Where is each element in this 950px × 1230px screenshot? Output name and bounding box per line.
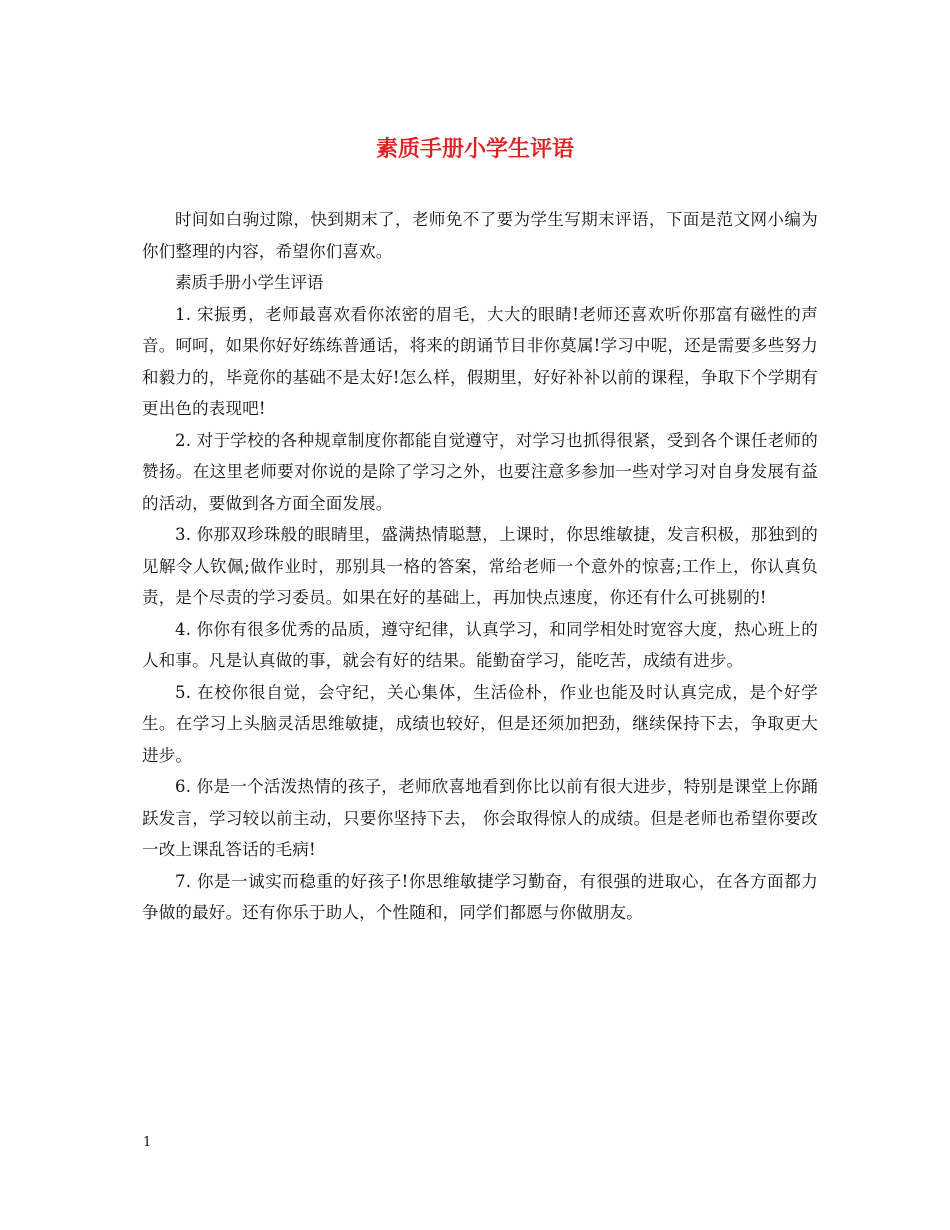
comment-item-7: 7. 你是一诚实而稳重的好孩子!你思维敏捷学习勤奋，有很强的进取心，在各方面都力争做的最好。还有你乐于助人，个性随和，同学们都愿与你做朋友。 [142,871,818,922]
comment-item-4: 4. 你你有很多优秀的品质，遵守纪律，认真学习，和同学相处时宽容大度，热心班上的人和事。凡是认真做的事，就会有好的结果。能勤奋学习，能吃苦，成绩有进步。 [142,619,818,670]
document-body [142,204,818,929]
comment-item-3: 3. 你那双珍珠般的眼睛里，盛满热情聪慧，上课时，你思维敏捷，发言积极，那独到的见解令人钦佩;做作业时，那别具一格的答案，常给老师一个意外的惊喜;工作上，你认真负责，是个尽责的学习委员。如果在好的基础上，再加快点速度，你还有什么可挑剔的! [142,525,818,607]
comment-item-2: 2. 对于学校的各种规章制度你都能自觉遵守，对学习也抓得很紧，受到各个课任老师的赞扬。在这里老师要对你说的是除了学习之外，也要注意多参加一些对学习对自身发展有益的活动，要做到各方面全面发展。 [142,430,818,513]
intro-paragraph: 时间如白驹过隙，快到期末了，老师免不了要为学生写期末评语，下面是范文网小编为你们整理的内容，希望你们喜欢。 [142,210,818,261]
comment-item-6: 6. 你是一个活泼热情的孩子，老师欣喜地看到你比以前有很大进步，特别是课堂上你踊跃发言，学习较以前主动，只要你坚持下去， 你会取得惊人的成绩。但是老师也希望你要改一改上课乱答话的毛病! [142,777,818,859]
comment-item-1: 1. 宋振勇，老师最喜欢看你浓密的眉毛，大大的眼睛!老师还喜欢听你那富有磁性的声音。呵呵，如果你好好练练普通话，将来的朗诵节目非你莫属!学习中呢，还是需要多些努力和毅力的，毕竟你的基础不是太好!怎么样，假期里，好好补补以前的课程，争取下个学期有更出色的表现吧! [142,304,818,418]
page-number: 1 [143,1135,152,1150]
section-subtitle: 素质手册小学生评语 [175,273,324,292]
document-title: 素质手册小学生评语 [375,136,574,162]
comment-item-5: 5. 在校你很自觉，会守纪，关心集体，生活俭朴，作业也能及时认真完成，是个好学生。在学习上头脑灵活思维敏捷，成绩也较好，但是还须加把劲，继续保持下去，争取更大进步。 [142,682,818,765]
